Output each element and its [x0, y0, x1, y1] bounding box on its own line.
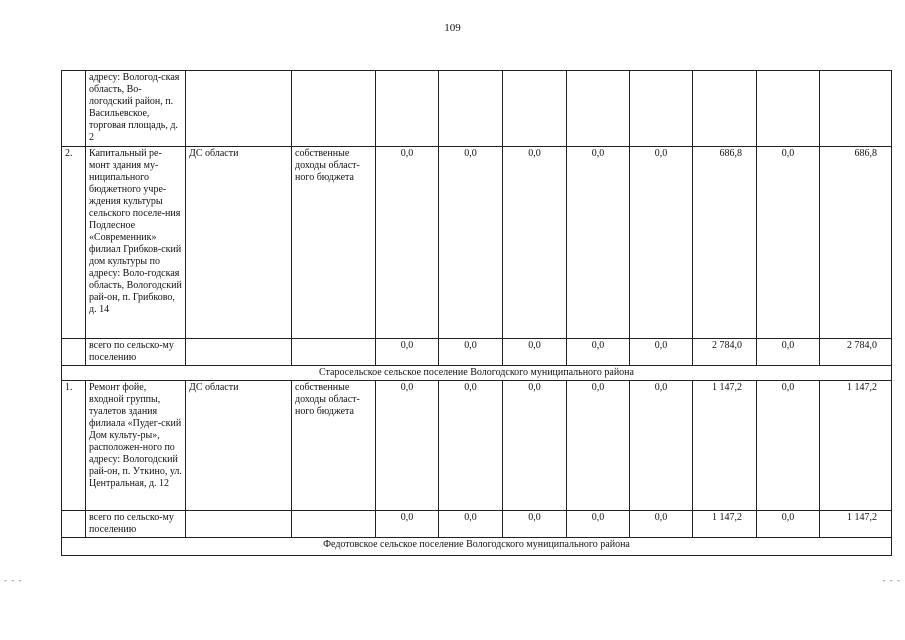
total-row: [62, 339, 892, 366]
customer-cell: ДС области: [186, 381, 292, 511]
value-cell: 1 147,2: [693, 381, 757, 511]
value-cell: 1 147,2: [693, 511, 757, 538]
total-row: [62, 511, 892, 538]
value-cell: 0,0: [757, 511, 820, 538]
value-cell: 0,0: [439, 147, 503, 339]
value-cell: 0,0: [567, 381, 630, 511]
value-cell: 0,0: [439, 339, 503, 366]
value-cell: 0,0: [757, 147, 820, 339]
section-row: [62, 366, 892, 381]
row-index-cell: 2.: [62, 147, 86, 339]
row-index-cell: [62, 71, 86, 147]
value-cell: 0,0: [630, 147, 693, 339]
value-cell: 0,0: [439, 381, 503, 511]
margin-mark: - - -: [882, 575, 901, 585]
value-cell: 0,0: [630, 339, 693, 366]
value-cell: 0,0: [567, 339, 630, 366]
value-cell: 1 147,2: [820, 511, 892, 538]
value-cell: 0,0: [567, 147, 630, 339]
budget-table: [61, 70, 892, 556]
object-cell: адресу: Вологод-ская область, Во-логодский район, п. Васильевское, торговая площадь, д. 2: [86, 71, 186, 147]
value-cell: 0,0: [439, 511, 503, 538]
section-heading: Федотовское сельское поселение Вологодского муниципального района: [62, 538, 892, 556]
value-cell: 0,0: [757, 339, 820, 366]
source-cell: собственные доходы област-ного бюджета: [292, 147, 376, 339]
value-cell: 0,0: [376, 339, 439, 366]
row-index-cell: 1.: [62, 381, 86, 511]
value-cell: 0,0: [567, 511, 630, 538]
value-cell: 686,8: [820, 147, 892, 339]
value-cell: 686,8: [693, 147, 757, 339]
total-label: всего по сельско-му поселению: [86, 339, 186, 366]
page-number: 109: [444, 22, 461, 34]
table-row: [62, 71, 892, 147]
value-cell: 0,0: [630, 511, 693, 538]
object-cell: Ремонт фойе, входной группы, туалетов здания филиала «Пудег-ский Дом культу-ры», расположен-ного по адресу: Вологодский рай-он, п. Уткино, ул. Центральная, д. 12: [86, 381, 186, 511]
source-cell: собственные доходы област-ного бюджета: [292, 381, 376, 511]
value-cell: 0,0: [757, 381, 820, 511]
value-cell: 0,0: [376, 147, 439, 339]
customer-cell: ДС области: [186, 147, 292, 339]
value-cell: 2 784,0: [693, 339, 757, 366]
table-row: [62, 147, 892, 339]
value-cell: 2 784,0: [820, 339, 892, 366]
value-cell: 0,0: [503, 381, 567, 511]
value-cell: 1 147,2: [820, 381, 892, 511]
section-heading: Старосельское сельское поселение Вологодского муниципального района: [62, 366, 892, 381]
value-cell: 0,0: [376, 381, 439, 511]
section-row: [62, 538, 892, 556]
value-cell: 0,0: [376, 511, 439, 538]
value-cell: 0,0: [630, 381, 693, 511]
value-cell: 0,0: [503, 147, 567, 339]
total-label: всего по сельско-му поселению: [86, 511, 186, 538]
object-cell: Капитальный ре-монт здания му-ниципального бюджетного учре-ждения культуры сельского поселе-ния Подлесное «Современник» филиал Грибков-ский дом культуры по адресу: Воло-годская область, Вологодский рай-он, п. Грибково, д. 14: [86, 147, 186, 339]
table-row: [62, 381, 892, 511]
value-cell: 0,0: [503, 339, 567, 366]
margin-mark: - - -: [4, 575, 23, 585]
value-cell: 0,0: [503, 511, 567, 538]
